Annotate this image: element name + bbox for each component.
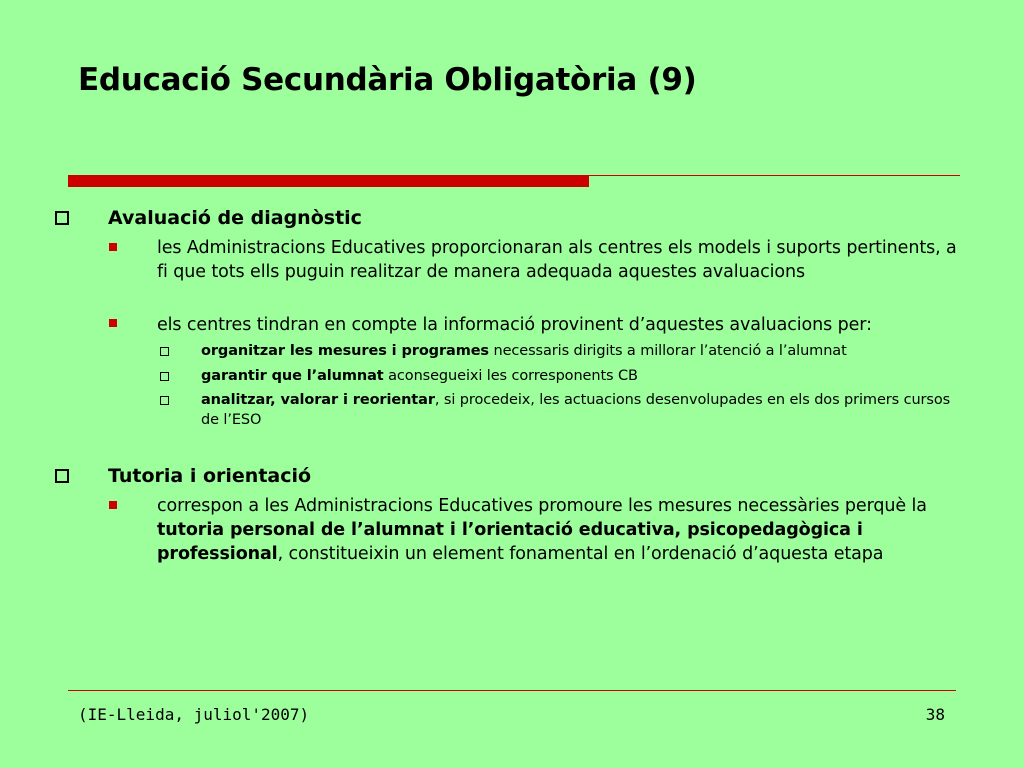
hollow-square-subbullet-icon	[160, 372, 169, 381]
footer-source: (IE-Lleida, juliol'2007)	[78, 705, 310, 724]
subbullet-rest: , si procedeix, les actuacions desenvolupades en els dos primers cursos de l’ESO	[201, 392, 951, 428]
footer-divider	[68, 690, 956, 691]
filled-square-bullet-icon	[109, 319, 117, 327]
filled-square-bullet-icon	[109, 243, 117, 251]
title-underline-thin	[589, 175, 960, 176]
bullet-text	[157, 494, 967, 566]
bullet-text: els centres tindran en compte la informació provinent d’aquestes avaluacions per:	[157, 315, 872, 335]
subbullet-bold: organitzar les mesures i programes	[201, 343, 489, 359]
bullet-text-pre: correspon a les Administracions Educatives promoure les mesures necessàries perquè la	[157, 496, 927, 516]
page-number: 38	[925, 705, 945, 724]
title-underline-thick	[68, 175, 589, 187]
subbullet-text	[201, 390, 971, 430]
hollow-square-subbullet-icon	[160, 396, 169, 405]
bullet-text-bold: tutoria personal de l’alumnat i l’orientació educativa, psicopedagògica i professional	[157, 520, 863, 564]
slide-title: Educació Secundària Obligatòria (9)	[78, 62, 697, 98]
section-heading-tutoring: Tutoria i orientació	[108, 465, 312, 487]
subbullet-text	[201, 366, 971, 386]
hollow-square-subbullet-icon	[160, 347, 169, 356]
bullet-text-post: , constitueixin un element fonamental en l’ordenació d’aquesta etapa	[277, 544, 884, 564]
section-heading-diagnostic: Avaluació de diagnòstic	[108, 207, 362, 229]
hollow-square-bullet-icon	[55, 469, 69, 483]
subbullet-rest: necessaris dirigits a millorar l’atenció a l’alumnat	[488, 343, 847, 359]
hollow-square-bullet-icon	[55, 211, 69, 225]
filled-square-bullet-icon	[109, 501, 117, 509]
subbullet-text	[201, 341, 971, 361]
bullet-text: les Administracions Educatives proporcionaran als centres els models i suports pertinents, a fi que tots ells puguin realitzar de manera adequada aquestes avaluacions	[157, 238, 957, 282]
subbullet-bold: analitzar, valorar i reorientar	[201, 392, 435, 408]
subbullet-bold: garantir que l’alumnat	[201, 368, 384, 384]
subbullet-rest: aconsegueixi les corresponents CB	[383, 368, 638, 384]
